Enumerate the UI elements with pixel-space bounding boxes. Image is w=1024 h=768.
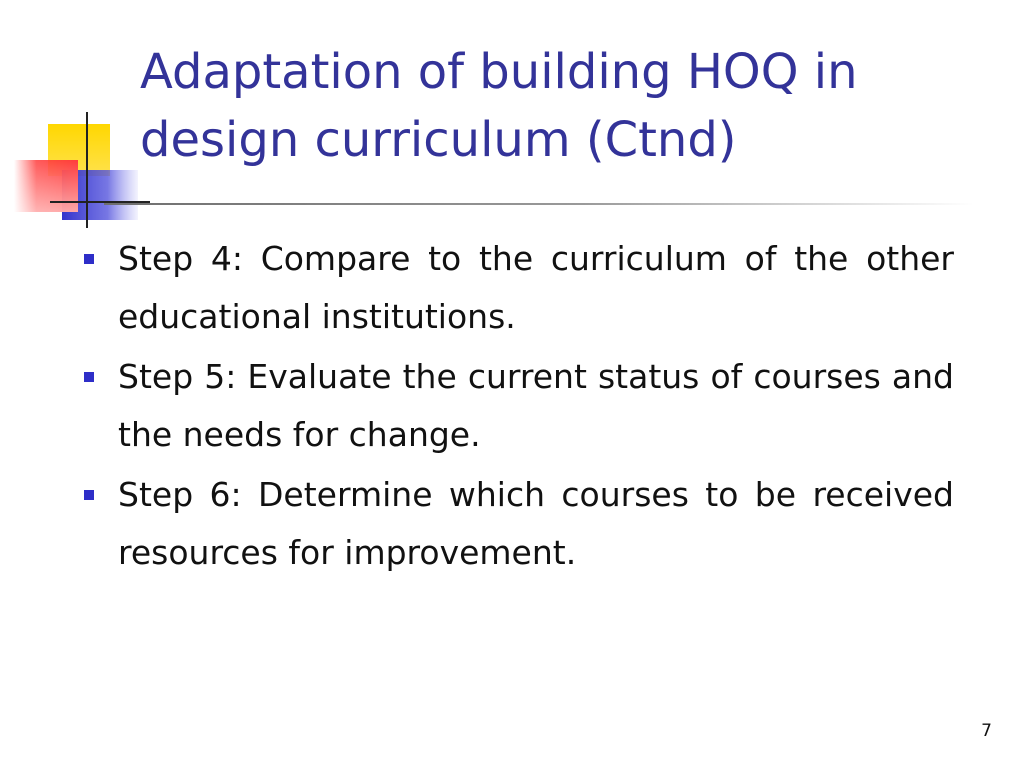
bullet-list bbox=[118, 230, 954, 584]
page-number: 7 bbox=[981, 721, 992, 741]
title-divider bbox=[104, 203, 974, 205]
bullet-text: Step 5: Evaluate the current status of courses and the needs for change. bbox=[118, 357, 954, 454]
slide-title: Adaptation of building HOQ in design curriculum (Ctnd) bbox=[140, 44, 858, 168]
bullet-item-step-4 bbox=[118, 230, 954, 346]
vertical-line-shape bbox=[86, 112, 88, 228]
square-bullet-icon bbox=[84, 254, 94, 264]
square-bullet-icon bbox=[84, 490, 94, 500]
bullet-text: Step 4: Compare to the curriculum of the other educational institutions. bbox=[118, 239, 954, 336]
square-bullet-icon bbox=[84, 372, 94, 382]
bullet-item-step-6 bbox=[118, 466, 954, 582]
bullet-item-step-5 bbox=[118, 348, 954, 464]
bullet-text: Step 6: Determine which courses to be received resources for improvement. bbox=[118, 475, 954, 572]
